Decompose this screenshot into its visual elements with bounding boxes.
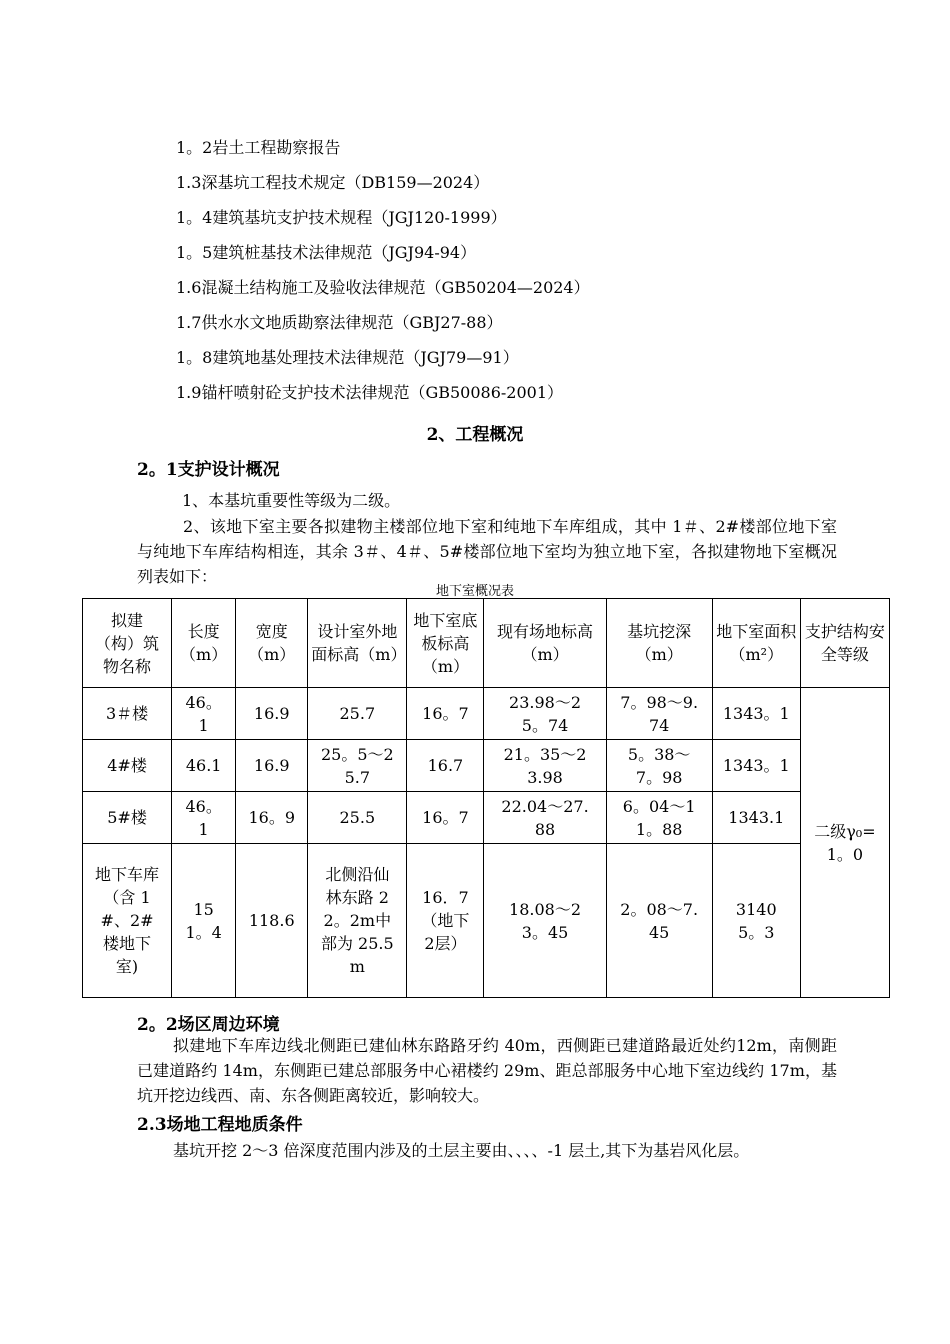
table-cell: 25。5～25.7: [308, 740, 407, 792]
table-header-row: [83, 599, 890, 688]
table-cell: 46。1: [172, 792, 236, 844]
table-cell: 16.7: [407, 740, 484, 792]
table-cell: 25.7: [308, 688, 407, 740]
paragraph: 1、本基坑重要性等级为二级。: [182, 491, 401, 510]
table-cell: 6。04～11。88: [606, 792, 712, 844]
paragraph: 基坑开挖 2～3 倍深度范围内涉及的土层主要由、、、、-1 层土,其下为基岩风化层。: [173, 1141, 750, 1160]
table-cell: 25.5: [308, 792, 407, 844]
table-header-cell: 拟建（构）筑物名称: [83, 599, 172, 688]
reference-item: 1.7供水水文地质勘察法律规范（GBJ27-88）: [176, 313, 503, 332]
table-cell: 16。9: [236, 792, 308, 844]
table-cell: 22.04～27.88: [484, 792, 606, 844]
table-cell: 2。08～7.45: [606, 844, 712, 998]
table-cell: 3＃楼: [83, 688, 172, 740]
table-cell: 23.98～25。74: [484, 688, 606, 740]
table-cell: 46.1: [172, 740, 236, 792]
reference-item: 1。8建筑地基处理技术法律规范（JGJ79—91）: [176, 348, 519, 367]
reference-item: 1。2岩土工程勘察报告: [176, 138, 341, 157]
table-header-cell: 支护结构安全等级: [800, 599, 889, 688]
table-cell: 1343。1: [712, 688, 800, 740]
table-cell: 4#楼: [83, 740, 172, 792]
table-header-cell: 长度（m）: [172, 599, 236, 688]
table-cell: 16.9: [236, 740, 308, 792]
table-cell: 18.08～23。45: [484, 844, 606, 998]
table-cell: 118.6: [236, 844, 308, 998]
table-header-cell: 现有场地标高（m）: [484, 599, 606, 688]
table-header-cell: 地下室面积（m²）: [712, 599, 800, 688]
table-cell: 21。35～23.98: [484, 740, 606, 792]
reference-item: 1.6混凝土结构施工及验收法律规范（GB50204—2024）: [176, 278, 590, 297]
table-cell: 1343。1: [712, 740, 800, 792]
table-cell: 5。38～7。98: [606, 740, 712, 792]
subsection-heading: 2。2场区周边环境: [137, 1015, 280, 1035]
table-header-cell: 设计室外地面标高（m）: [308, 599, 407, 688]
table-header-cell: 宽度（m）: [236, 599, 308, 688]
table-cell: 16．7（地下 2层）: [407, 844, 484, 998]
paragraph: 2、该地下室主要各拟建物主楼部位地下室和纯地下车库组成，其中 1＃、2#楼部位地下室与纯地下车库结构相连，其余 3＃、4＃、5#楼部位地下室均为独立地下室，各拟建物地下室概况列表如下：: [137, 517, 837, 586]
table-cell: 地下车库（含 1#、2#楼地下室): [83, 844, 172, 998]
table-cell: 5#楼: [83, 792, 172, 844]
table-cell: 16.9: [236, 688, 308, 740]
reference-item: 1.9锚杆喷射砼支护技术法律规范（GB50086-2001）: [176, 383, 564, 402]
table-cell: 46。1: [172, 688, 236, 740]
reference-item: 1。5建筑桩基技术法律规范（JGJ94-94）: [176, 243, 477, 262]
basement-table: [82, 598, 890, 998]
table-cell: 16。7: [407, 688, 484, 740]
table-cell: 1343.1: [712, 792, 800, 844]
table-caption: 地下室概况表: [435, 584, 514, 599]
reference-item: 1.3深基坑工程技术规定（DB159—2024）: [176, 173, 490, 192]
table-header-cell: 地下室底板标高（m）: [407, 599, 484, 688]
section-heading: 2、工程概况: [426, 425, 524, 445]
safety-grade-cell: 二级γ₀=1。0: [800, 688, 889, 998]
table-row: [83, 740, 890, 792]
table-cell: 31405。3: [712, 844, 800, 998]
reference-item: 1。4建筑基坑支护技术规程（JGJ120-1999）: [176, 208, 507, 227]
table-cell: 北侧沿仙林东路 22。2m中部为 25.5m: [308, 844, 407, 998]
table-header-cell: 基坑挖深（m）: [606, 599, 712, 688]
table-cell: 7。98～9.74: [606, 688, 712, 740]
table-row: [83, 688, 890, 740]
subsection-heading: 2。1支护设计概况: [137, 460, 280, 480]
table-cell: 16。7: [407, 792, 484, 844]
table-row: [83, 844, 890, 998]
table-row: [83, 792, 890, 844]
table-cell: 151。4: [172, 844, 236, 998]
paragraph: 拟建地下车库边线北侧距已建仙林东路路牙约 40m，西侧距已建道路最近处约12m，南侧距已建道路约 14m，东侧距已建总部服务中心裙楼约 29m、距总部服务中心地下室边线约 17m，基坑开挖边线西、南、东各侧距离较近，影响较大。: [137, 1036, 837, 1105]
subsection-heading: 2.3场地工程地质条件: [137, 1115, 303, 1135]
